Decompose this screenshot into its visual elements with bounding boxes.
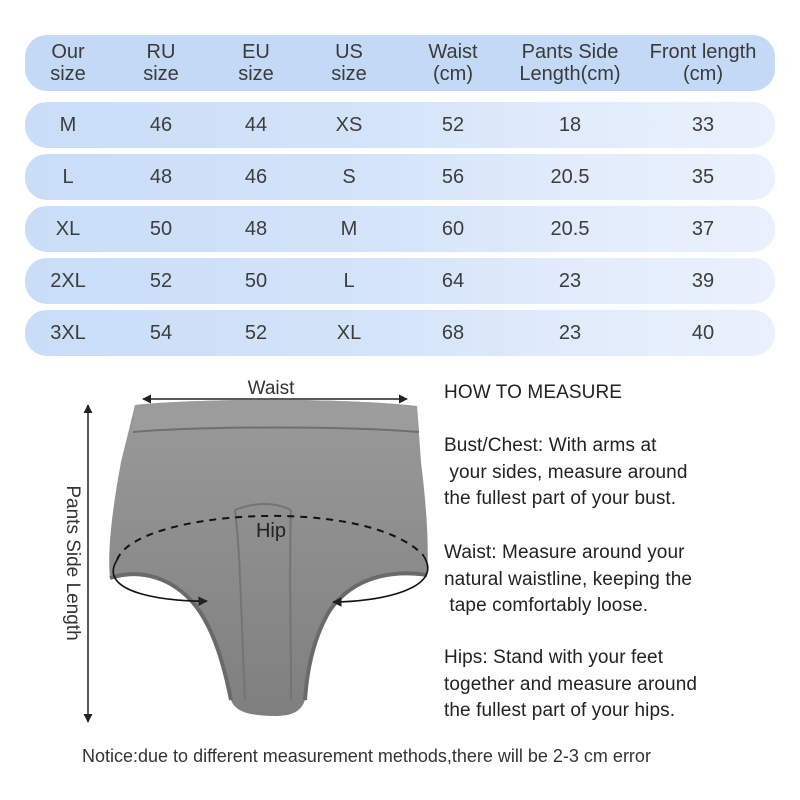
cell-us-size: XS: [335, 113, 363, 136]
cell-ru-size: 50: [149, 217, 173, 240]
cell-eu-size: 48: [244, 217, 268, 240]
cell-us-size: XL: [336, 321, 362, 344]
how-to-measure-title: HOW TO MEASURE: [444, 382, 623, 403]
cell-side-length: 18: [558, 113, 582, 136]
cell-us-size: M: [340, 217, 358, 240]
table-row: [25, 206, 775, 252]
cell-waist: 68: [441, 321, 465, 344]
side-length-label: Pants Side Length: [62, 485, 83, 641]
cell-front-length: 40: [691, 321, 715, 344]
cell-side-length: 20.5: [550, 217, 590, 240]
cell-eu-size: 50: [244, 269, 268, 292]
cell-our-size: 3XL: [50, 321, 86, 344]
cell-waist: 52: [441, 113, 465, 136]
header-us-size: US size: [331, 41, 367, 85]
cell-us-size: L: [343, 269, 355, 292]
cell-ru-size: 54: [149, 321, 173, 344]
table-row: [25, 102, 775, 148]
table-row: [25, 258, 775, 304]
header-front-length: Front length (cm): [649, 41, 757, 85]
cell-our-size: M: [59, 113, 77, 136]
measurement-notice: Notice:due to different measurement methods,there will be 2-3 cm error: [82, 746, 651, 766]
bust-instruction: Bust/Chest: With arms at your sides, measure around the fullest part of your bust.: [444, 435, 688, 509]
cell-our-size: 2XL: [50, 269, 86, 292]
hips-instruction: Hips: Stand with your feet together and measure around the fullest part of your hips.: [444, 647, 698, 721]
cell-ru-size: 46: [149, 113, 173, 136]
cell-ru-size: 48: [149, 165, 173, 188]
cell-eu-size: 46: [244, 165, 268, 188]
table-row: [25, 310, 775, 356]
cell-waist: 56: [441, 165, 465, 188]
cell-waist: 60: [441, 217, 465, 240]
header-ru-size: RU size: [143, 41, 179, 85]
cell-side-length: 20.5: [550, 165, 590, 188]
cell-ru-size: 52: [149, 269, 173, 292]
table-row: [25, 154, 775, 200]
header-eu-size: EU size: [238, 41, 274, 85]
cell-side-length: 23: [558, 321, 582, 344]
size-table-header: [25, 35, 775, 91]
cell-eu-size: 44: [244, 113, 268, 136]
header-our-size: Our size: [50, 41, 86, 85]
cell-eu-size: 52: [244, 321, 268, 344]
briefs-image: [109, 400, 428, 716]
cell-front-length: 33: [691, 113, 715, 136]
header-side-length: Pants Side Length(cm): [519, 41, 621, 85]
hip-label: Hip: [255, 520, 287, 542]
cell-waist: 64: [441, 269, 465, 292]
cell-front-length: 35: [691, 165, 715, 188]
measurement-diagram: [55, 370, 440, 740]
cell-our-size: L: [62, 165, 74, 188]
waist-label: Waist: [247, 378, 295, 399]
cell-front-length: 39: [691, 269, 715, 292]
cell-our-size: XL: [55, 217, 81, 240]
header-waist: Waist (cm): [428, 41, 478, 85]
cell-front-length: 37: [691, 217, 715, 240]
cell-us-size: S: [342, 165, 356, 188]
cell-side-length: 23: [558, 269, 582, 292]
waist-instruction: Waist: Measure around your natural waistline, keeping the tape comfortably loose.: [444, 542, 693, 616]
